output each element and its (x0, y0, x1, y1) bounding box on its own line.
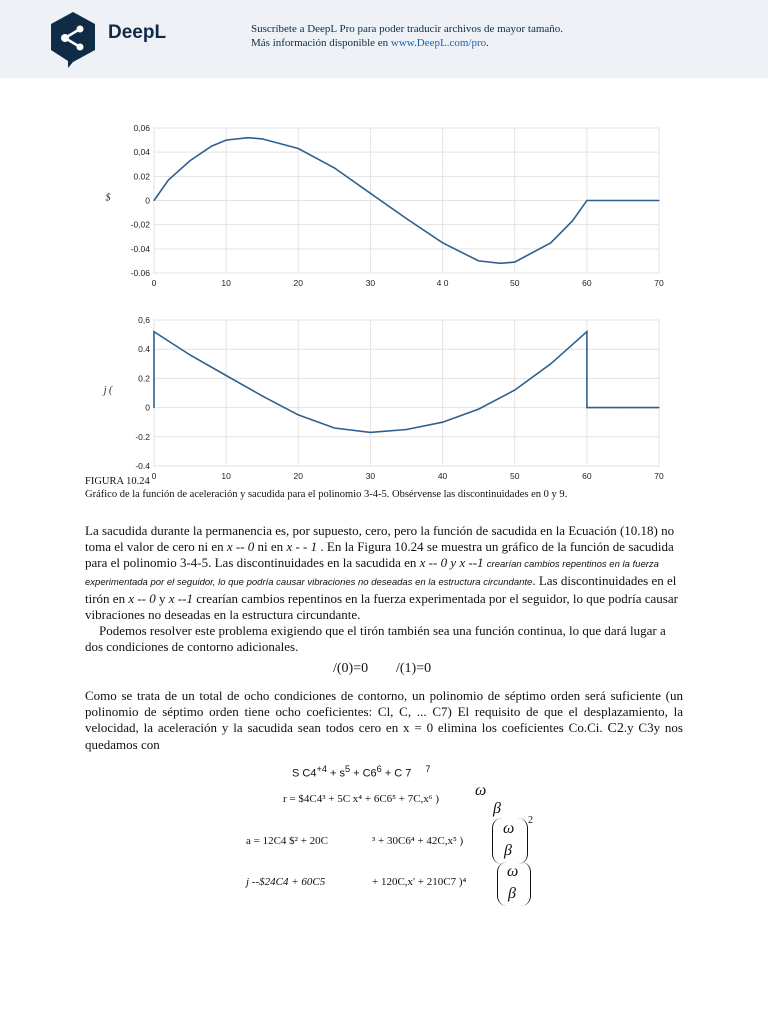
chart-1-y-tick-label: 0,06 (133, 123, 150, 133)
figure-caption-block (85, 475, 567, 501)
para1-math-2: x - - 1 (286, 539, 318, 554)
chart-1-data-point (572, 220, 573, 221)
equation-acceleration-part-1: a = 12C4 $² + 20C (246, 835, 329, 847)
chart-1-y-tick-label: 0,04 (133, 147, 150, 158)
eq-s-part-b: + s (326, 767, 345, 780)
para1-math-1: x -- 0 (226, 539, 255, 554)
chart-2-y-tick-label: 0 (145, 402, 150, 413)
chart-2-y-tick-label: -0.4 (135, 461, 150, 471)
chart-2-data-point (298, 414, 299, 415)
chart-1-y-tick-label: -0.04 (130, 243, 150, 254)
chart-1-y-tick-label: 0 (145, 195, 150, 206)
chart-2-data-point (658, 407, 659, 408)
acceleration-power: 2 (528, 815, 533, 826)
equation-s (292, 764, 431, 780)
chart-2-data-point (262, 395, 263, 396)
chart-1-data-point (189, 160, 190, 161)
chart-1-data-point (406, 218, 407, 219)
chart-2-y-tick-label: 0.2 (138, 373, 150, 384)
chart-2-plot-area (154, 320, 659, 466)
chart-2-x-tick-label: 20 (293, 471, 304, 481)
boundary-condition-1: /(0)=0 (333, 661, 369, 676)
chart-1-x-tick-label: 50 (509, 278, 520, 288)
chart-1-y-tick-label: -0,02 (130, 219, 150, 230)
chart-2-data-point (153, 331, 154, 332)
chart-1-data-point (247, 137, 248, 138)
para1-text-3: . En la Figura 10.24 se muestra un gráfico de la función de sacudida para el polinomio 3-4-5. Las discontinuidades en la sacudida en (85, 539, 674, 570)
chart-1-x-tick-label: 60 (582, 278, 592, 288)
para1-text-6: y (155, 591, 169, 606)
chart-1-x-tick-label: 30 (365, 278, 376, 288)
chart-2-data-point (586, 331, 587, 332)
chart-2-x-tick-label: 50 (509, 471, 520, 481)
chart-2-data-point (226, 375, 227, 376)
chart-1-data-point (658, 200, 659, 201)
chart-2-y-tick-label: 0.4 (138, 344, 150, 355)
equation-jerk-part-2: + 120C,x' + 210C7 )⁴ (372, 876, 467, 888)
para1-text-2: ni en (254, 539, 287, 554)
chart-1-data-point (226, 139, 227, 140)
body-paragraph-2 (85, 688, 683, 753)
acceleration-matrix (492, 818, 528, 864)
chart-2-data-point (406, 429, 407, 430)
banner-line-2-prefix: Más información disponible en (251, 37, 391, 49)
eq-s-sup-1: +4 (316, 764, 327, 774)
chart-1-x-tick-label: 4 0 (436, 278, 449, 288)
chart-2-x-tick-label: 10 (221, 471, 231, 481)
para1-condensed-text: crearían cambios repentinos en la fuerza experimentada por el seguidor, lo que podría causar vibraciones no deseadas en la estructura circundante (85, 559, 659, 588)
figure-caption: Gráfico de la función de aceleración y sacudida para el polinomio 3-4-5. Obsérvense las discontinuidades en 0 y 9. (85, 489, 568, 500)
para2-c2: C2 (607, 721, 624, 736)
equation-jerk-part-1: j --$24C4 + 60C5 (246, 876, 326, 888)
chart-1-data-point (370, 193, 371, 194)
chart-2-data-point (478, 408, 479, 409)
chart-1-y-tick-label: 0.02 (133, 171, 150, 182)
eq-s-sup-3: 6 (376, 764, 382, 774)
omega-symbol: ω (503, 820, 515, 837)
deepl-pro-link[interactable]: www.DeepL.com/pro (390, 37, 487, 49)
para2-text: Como se trata de un total de ocho condiciones de contorno, un polinomio de séptimo orden será suficiente (un polinomio de séptimo orden tiene ocho coeficientes: Cl, C, ... C7) El requisito de que el desplazamiento, la velocidad, la aceleración y la sacudida sean todos cero en x = 0 elimina los coeficientes Co.Ci. (85, 688, 683, 735)
eq-s-part-a: S C4 (292, 767, 317, 780)
chart-2-x-tick-label: 40 (437, 471, 448, 481)
chart-1-data-point (262, 138, 263, 139)
chart-2-data-point (514, 389, 515, 390)
chart-2-data-point (189, 354, 190, 355)
beta-symbol: β (508, 885, 516, 902)
chart-1-data-point (500, 263, 501, 264)
para1-math-3: x -- 0 y x --1 (419, 555, 484, 570)
deepl-brand-name: DeepL (108, 22, 167, 43)
chart-1-data-point (550, 242, 551, 243)
chart-1-data-point (442, 242, 443, 243)
chart-1-data-point (334, 167, 335, 168)
jerk-matrix (497, 862, 531, 906)
boundary-condition-2: /(1)=0 (396, 661, 432, 676)
para1-text-1: La sacudida durante la permanencia es, por supuesto, cero, pero la función de sacudida en la Ecuación (10.18) no toma el valor de cero ni en (85, 523, 675, 554)
banner-line-2 (251, 36, 563, 50)
omega-symbol: ω (475, 782, 487, 799)
figure-label: FIGURA 10.24 (85, 476, 150, 487)
para1-math-4: x -- 0 (128, 591, 156, 606)
chart-1-data-point (622, 200, 623, 201)
para1-text-5: . Las discontinuidades en el tirón en (85, 573, 677, 606)
chart-2-data-point (550, 363, 551, 364)
chart-2-data-point (153, 407, 154, 408)
chart-1-x-tick-label: 0 (151, 278, 157, 288)
chart-1-data-point (478, 260, 479, 261)
beta-symbol: β (493, 800, 501, 817)
chart-2-data-point (586, 407, 587, 408)
para1-text-8: Podemos resolver este problema exigiendo que el tirón también sea una función continua, lo que dará lugar a dos condiciones de contorno adicionales. (85, 623, 666, 654)
chart-1-x-tick-label: 20 (293, 278, 304, 288)
chart-2-data-point (442, 422, 443, 423)
chart-2-data-point (334, 427, 335, 428)
chart-2-data-point (370, 432, 371, 433)
chart-1-data-point (298, 148, 299, 149)
eq-s-sup-4: 7 (425, 764, 431, 774)
chart-1-data-point (586, 200, 587, 201)
eq-s-part-c: + C6 (350, 767, 377, 780)
omega-symbol: ω (507, 863, 519, 880)
chart-2-data-point (622, 407, 623, 408)
chart-1-data-point (168, 179, 169, 180)
chart-2-x-tick-label: 60 (582, 471, 592, 481)
chart-2-x-tick-label: 0 (151, 471, 157, 481)
figure-charts (96, 118, 676, 481)
chart-1-data-point (211, 146, 212, 147)
chart-1-x-tick-label: 70 (654, 278, 664, 288)
para1-text-7: crearían cambios repentinos en la fuerza experimentada por el seguidor, lo que podría causar vibraciones no deseadas en la estructura circundante. (85, 591, 678, 622)
chart-2-y-tick-label: 0,6 (138, 315, 150, 325)
chart-1-data-point (153, 200, 154, 201)
deepl-banner (0, 0, 768, 78)
chart-2-x-tick-label: 70 (654, 471, 664, 481)
chart-1-y-tick-label: -0.06 (130, 268, 150, 278)
chart-1-x-tick-label: 10 (221, 278, 231, 288)
deepl-logo-icon (48, 10, 98, 68)
chart-2-x-tick-label: 30 (365, 471, 376, 481)
beta-symbol: β (504, 842, 512, 859)
eq-s-part-d: + C 7 (381, 767, 412, 780)
eq-s-sup-2: 5 (344, 764, 351, 774)
banner-message (251, 22, 563, 50)
chart-2-y-tick-label: -0.2 (135, 431, 150, 442)
equation-acceleration-part-2: ³ + 30C6⁴ + 42C,x⁵ ) (372, 835, 464, 847)
chart-1-y-axis-label: $ (105, 192, 111, 204)
equation-velocity: r = $4C4³ + 5C x⁴ + 6C6⁵ + 7C,x⁶ ) (283, 793, 440, 805)
body-paragraph-1 (85, 523, 683, 655)
chart-2-y-axis-label: j ( (103, 385, 113, 396)
banner-line-1: Suscríbete a DeepL Pro para poder traducir archivos de mayor tamaño. (251, 23, 564, 35)
banner-line-2-suffix: . (486, 37, 489, 49)
chart-1-data-point (514, 262, 515, 263)
para1-math-5: x --1 (168, 591, 193, 606)
para2-end: .y C3y nos quedamos con (85, 720, 683, 752)
